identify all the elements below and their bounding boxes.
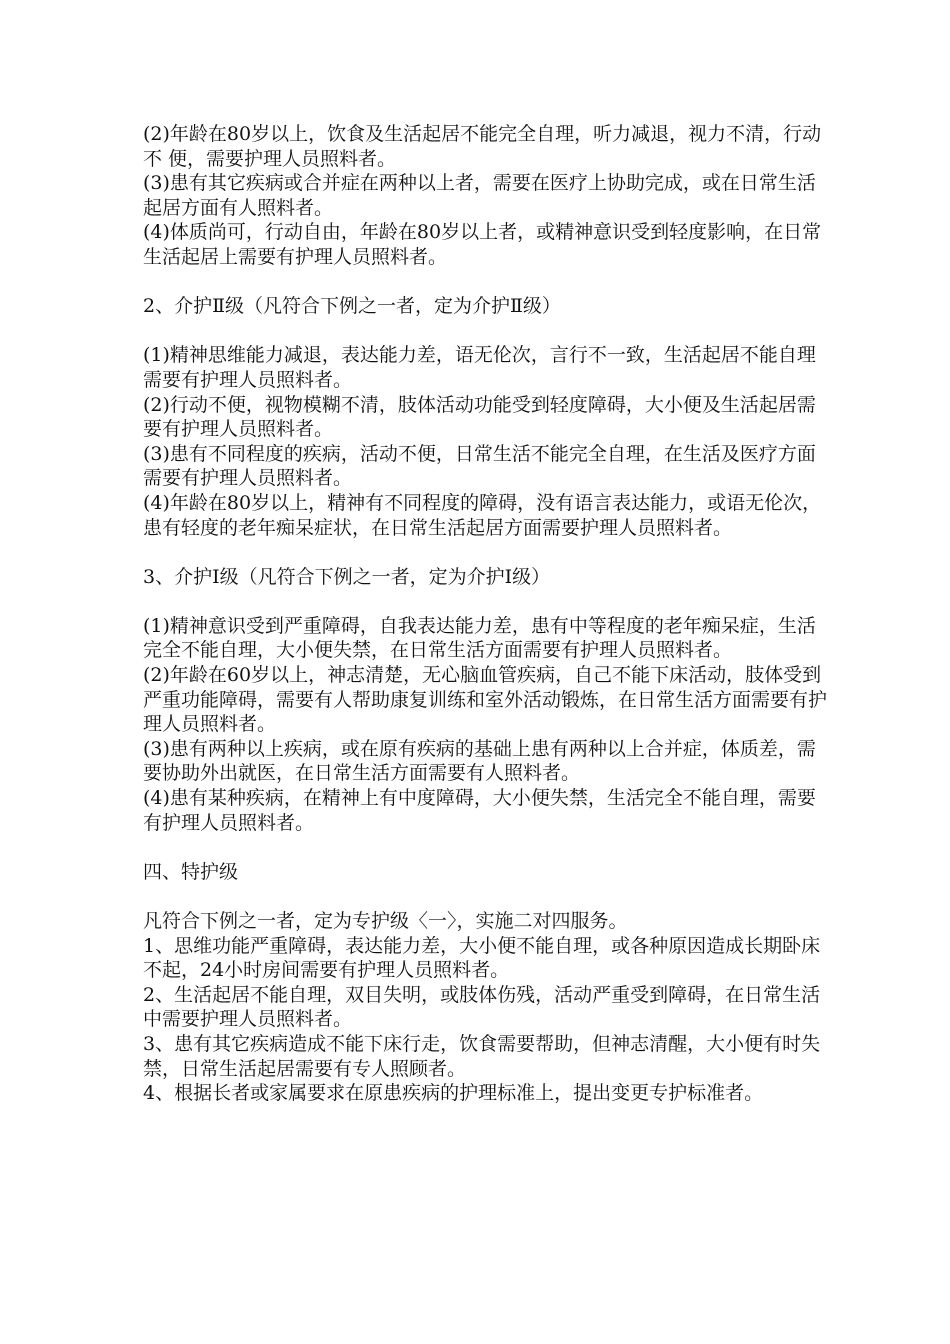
paragraph-item: (1)精神思维能力减退，表达能力差，语无伦次，言行不一致，生活起居不能自理需要有护理人员照料者。 xyxy=(143,344,816,391)
paragraph-item: 3、患有其它疾病造成不能下床行走，饮食需要帮助，但神志清醒，大小便有时失禁，日常生活起居需要有专人照顾者。 xyxy=(143,1032,821,1080)
document-page xyxy=(143,122,833,1106)
paragraph-item: 2、生活起居不能自理，双目失明，或肢体伤残，活动严重受到障碍，在日常生活中需要护理人员照料者。 xyxy=(143,983,821,1031)
paragraph-item: (2)年龄在60岁以上，神志清楚，无心脑血管疾病，自己不能下床活动，肢体受到严重功能障碍，需要有人帮助康复训练和室外活动锻炼，在日常生活方面需要有护理人员照料者。 xyxy=(143,664,828,736)
paragraph-item: (4)患有某种疾病，在精神上有中度障碍，大小便失禁，生活完全不能自理，需要有护理人员照料者。 xyxy=(143,787,816,834)
paragraph-item: (2)行动不便，视物模糊不清，肢体活动功能受到轻度障碍，大小便及生活起居需要有护理人员照料者。 xyxy=(143,393,816,441)
paragraph-item: (4)年龄在80岁以上，精神有不同程度的障碍，没有语言表达能力，或语无伦次，患有轻度的老年痴呆症状，在日常生活起居方面需要护理人员照料者。 xyxy=(143,491,822,539)
section-heading-special-care xyxy=(143,860,833,885)
section-special-care xyxy=(143,909,833,1106)
paragraph-item: (2)年龄在80岁以上，饮食及生活起居不能完全自理，听力减退，视力不清，行动不 便，需要护理人员照料者。 xyxy=(143,123,822,170)
section-heading: 2、介护Ⅱ级（凡符合下例之一者，定为介护Ⅱ级） xyxy=(143,295,561,318)
paragraph-item: (4)体质尚可，行动自由，年龄在80岁以上者，或精神意识受到轻度影响，在日常生活起居上需要有护理人员照料者。 xyxy=(143,221,822,268)
section-care-level-1 xyxy=(143,614,833,835)
paragraph-item: (3)患有不同程度的疾病，活动不便，日常生活不能完全自理，在生活及医疗方面需要有护理人员照料者。 xyxy=(143,442,816,490)
paragraph-item: 4、根据长者或家属要求在原患疾病的护理标准上，提出变更专护标准者。 xyxy=(143,1082,764,1105)
paragraph-item: (1)精神意识受到严重障碍，自我表达能力差，患有中等程度的老年痴呆症，生活完全不能自理，大小便失禁，在日常生活方面需要有护理人员照料者。 xyxy=(143,614,816,662)
section-care-level-3-continued xyxy=(143,122,833,270)
section-care-level-2 xyxy=(143,343,833,540)
section-heading: 3、介护Ⅰ级（凡符合下例之一者，定为介护Ⅰ级） xyxy=(143,565,551,588)
section-heading-care-level-1 xyxy=(143,565,833,590)
paragraph-item: 凡符合下例之一者，定为专护级〈一〉，实施二对四服务。 xyxy=(143,910,628,932)
paragraph-item: 1、思维功能严重障碍，表达能力差，大小便不能自理，或各种原因造成长期卧床不起，24小时房间需要有护理人员照料者。 xyxy=(143,934,821,982)
paragraph-item: (3)患有其它疾病或合并症在两种以上者，需要在医疗上协助完成，或在日常生活起居方面有人照料者。 xyxy=(143,172,816,219)
section-heading-care-level-2 xyxy=(143,294,833,319)
section-heading: 四、特护级 xyxy=(143,860,239,883)
paragraph-item: (3)患有两种以上疾病，或在原有疾病的基础上患有两种以上合并症，体质差，需要协助外出就医，在日常生活方面需要有人照料者。 xyxy=(143,737,816,785)
